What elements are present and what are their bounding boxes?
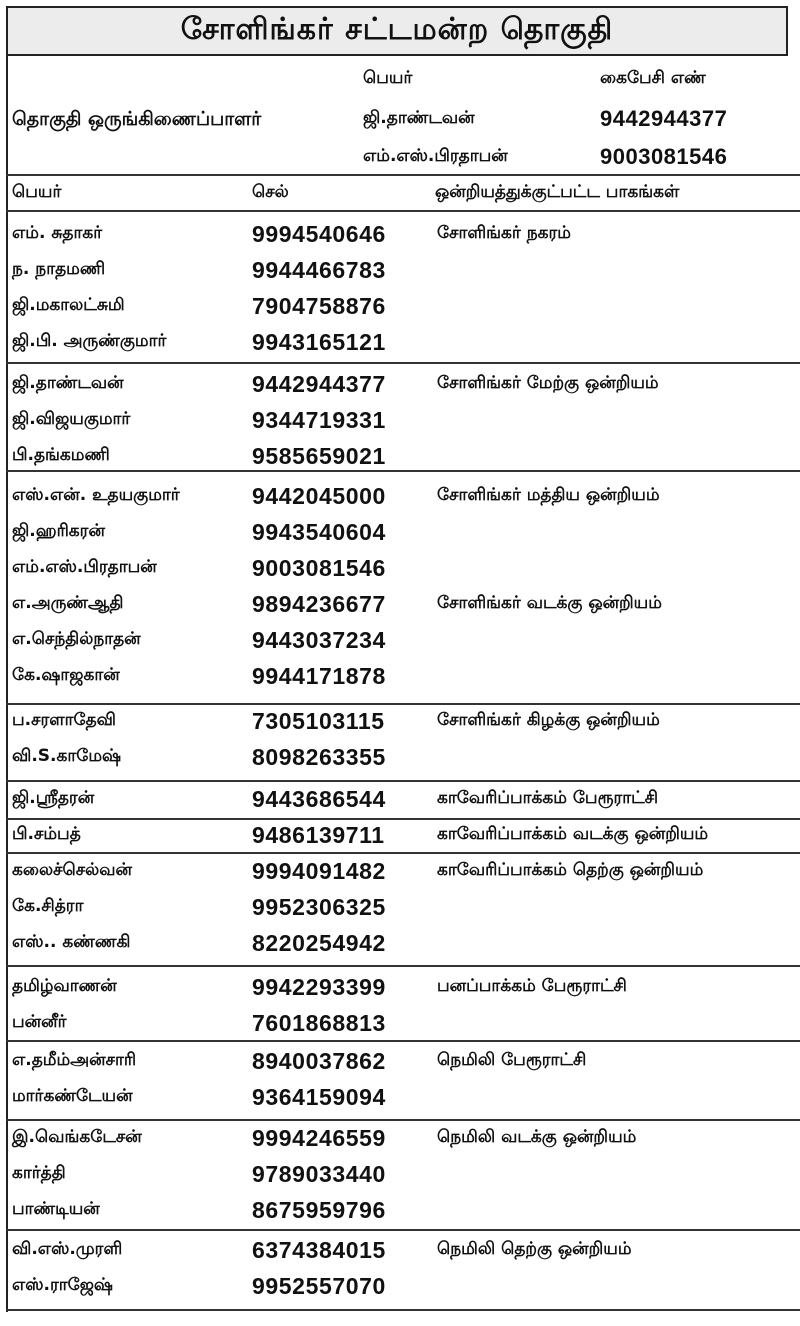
table-row-area: சோளிங்கர் கிழக்கு ஒன்றியம் bbox=[437, 710, 660, 730]
table-row-phone: 8675959796 bbox=[252, 1197, 386, 1223]
table-row-name: கே.ஷாஜகான் bbox=[12, 665, 120, 685]
table-row-phone: 7601868813 bbox=[252, 1010, 386, 1036]
table-row-phone: 8098263355 bbox=[252, 744, 386, 770]
table-row-name: வி.எஸ்.முரளி bbox=[12, 1239, 123, 1259]
title-banner bbox=[6, 6, 788, 56]
coordinator-role: தொகுதி ஒருங்கிணைப்பாளர் bbox=[12, 108, 262, 130]
table-row-phone: 9486139711 bbox=[252, 822, 385, 848]
table-row-name: கே.சித்ரா bbox=[12, 896, 84, 916]
table-row-area: சோளிங்கர் வடக்கு ஒன்றியம் bbox=[437, 593, 662, 613]
table-row-phone: 9443686544 bbox=[252, 786, 386, 812]
table-row-phone: 8220254942 bbox=[252, 930, 386, 956]
table-row-area: சோளிங்கர் மேற்கு ஒன்றியம் bbox=[437, 373, 659, 393]
coordinator-phone: 9003081546 bbox=[600, 144, 728, 169]
group-divider bbox=[6, 1119, 800, 1121]
group-divider bbox=[6, 1040, 800, 1042]
coordinator-phone: 9442944377 bbox=[600, 106, 728, 131]
table-row-area: நெமிலி வடக்கு ஒன்றியம் bbox=[437, 1127, 637, 1147]
coordinator-phone-header: கைபேசி எண் bbox=[600, 68, 706, 88]
table-row-name: எ.தமீம்அன்சாரி bbox=[12, 1050, 137, 1070]
table-row-phone: 9442944377 bbox=[252, 371, 386, 397]
table-row-name: ஜி.மகாலட்சுமி bbox=[12, 295, 125, 315]
table-row-name: பி.தங்கமணி bbox=[12, 445, 110, 465]
table-row-area: பனப்பாக்கம் பேரூராட்சி bbox=[437, 976, 627, 996]
table-row-name: இ.வெங்கடேசன் bbox=[12, 1127, 142, 1147]
table-row-phone: 9443037234 bbox=[252, 627, 386, 653]
column-header-name: பெயர் bbox=[12, 182, 62, 202]
group-divider bbox=[6, 965, 800, 967]
table-row-name: கலைச்செல்வன் bbox=[12, 860, 132, 880]
table-row-phone: 9952557070 bbox=[252, 1273, 386, 1299]
table-row-name: ந. நாதமணி bbox=[12, 259, 106, 279]
table-row-phone: 9994540646 bbox=[252, 221, 386, 247]
table-row-phone: 9344719331 bbox=[252, 407, 386, 433]
table-row-name: எஸ்.. கண்ணகி bbox=[12, 932, 131, 952]
coordinator-name: ஜி.தாண்டவன் bbox=[363, 108, 475, 128]
table-row-phone: 9994246559 bbox=[252, 1125, 386, 1151]
group-divider bbox=[6, 470, 800, 472]
header-divider-bottom bbox=[6, 210, 800, 212]
table-row-phone: 9944466783 bbox=[252, 257, 386, 283]
table-row-phone: 9952306325 bbox=[252, 894, 386, 920]
table-row-phone: 6374384015 bbox=[252, 1237, 386, 1263]
table-row-name: எம்.எஸ்.பிரதாபன் bbox=[12, 557, 157, 577]
table-row-name: ஜி.பி. அருண்குமார் bbox=[12, 331, 167, 351]
table-row-phone: 9943540604 bbox=[252, 519, 386, 545]
page-title: சோளிங்கர் சட்டமன்ற தொகுதி bbox=[180, 11, 614, 47]
table-row-name: எ.செந்தில்நாதன் bbox=[12, 629, 141, 649]
table-row-name: எம். சுதாகர் bbox=[12, 223, 103, 243]
table-row-phone: 9944171878 bbox=[252, 663, 386, 689]
table-row-name: எஸ்.என். உதயகுமார் bbox=[12, 485, 180, 505]
table-row-phone: 9943165121 bbox=[252, 329, 386, 355]
table-row-name: பன்னீர் bbox=[12, 1012, 67, 1032]
column-header-area: ஒன்றியத்துக்குட்பட்ட பாகங்கள் bbox=[435, 182, 680, 202]
table-row-phone: 7305103115 bbox=[252, 708, 385, 734]
table-row-area: காவேரிப்பாக்கம் பேரூராட்சி bbox=[437, 788, 659, 808]
table-row-area: காவேரிப்பாக்கம் வடக்கு ஒன்றியம் bbox=[437, 824, 709, 844]
table-row-name: தமிழ்வாணன் bbox=[12, 976, 117, 996]
table-row-phone: 9364159094 bbox=[252, 1084, 386, 1110]
group-divider bbox=[6, 780, 800, 782]
group-divider bbox=[6, 818, 800, 820]
table-row-name: ஜி.ஸ்ரீதரன் bbox=[12, 788, 95, 808]
table-row-name: கார்த்தி bbox=[12, 1163, 66, 1183]
table-row-phone: 9894236677 bbox=[252, 591, 386, 617]
group-divider bbox=[6, 852, 800, 854]
table-row-phone: 8940037862 bbox=[252, 1048, 386, 1074]
table-row-area: சோளிங்கர் மத்திய ஒன்றியம் bbox=[437, 485, 660, 505]
coordinator-name: எம்.எஸ்.பிரதாபன் bbox=[363, 146, 508, 166]
table-row-name: ஜி.ஹரிகரன் bbox=[12, 521, 105, 541]
table-row-name: எஸ்.ராஜேஷ் bbox=[12, 1275, 113, 1295]
table-row-phone: 9003081546 bbox=[252, 555, 386, 581]
group-divider bbox=[6, 1309, 800, 1311]
left-border bbox=[6, 56, 8, 1312]
table-row-area: நெமிலி பேரூராட்சி bbox=[437, 1050, 587, 1070]
table-row-name: எ.அருண்ஆதி bbox=[12, 593, 124, 613]
table-row-phone: 9789033440 bbox=[252, 1161, 386, 1187]
table-row-phone: 9942293399 bbox=[252, 974, 386, 1000]
group-divider bbox=[6, 1229, 800, 1231]
table-row-name: ப.சரளாதேவி bbox=[12, 710, 117, 730]
column-header-cell: செல் bbox=[252, 182, 289, 202]
table-row-name: மார்கண்டேயன் bbox=[12, 1086, 133, 1106]
table-row-area: காவேரிப்பாக்கம் தெற்கு ஒன்றியம் bbox=[437, 860, 704, 880]
table-row-phone: 9585659021 bbox=[252, 443, 386, 469]
table-row-name: ஜி.விஜயகுமார் bbox=[12, 409, 131, 429]
header-divider bbox=[6, 174, 800, 176]
table-row-name: பாண்டியன் bbox=[12, 1199, 100, 1219]
table-row-phone: 9442045000 bbox=[252, 483, 386, 509]
table-row-name: பி.சம்பத் bbox=[12, 824, 81, 844]
table-row-area: சோளிங்கர் நகரம் bbox=[437, 223, 571, 243]
table-row-phone: 7904758876 bbox=[252, 293, 386, 319]
coordinator-name-header: பெயர் bbox=[363, 68, 413, 88]
table-row-area: நெமிலி தெற்கு ஒன்றியம் bbox=[437, 1239, 632, 1259]
group-divider bbox=[6, 362, 800, 364]
group-divider bbox=[6, 703, 800, 705]
table-row-phone: 9994091482 bbox=[252, 858, 386, 884]
table-row-name: ஜி.தாண்டவன் bbox=[12, 373, 124, 393]
table-row-name: வி.S.காமேஷ் bbox=[12, 746, 122, 766]
